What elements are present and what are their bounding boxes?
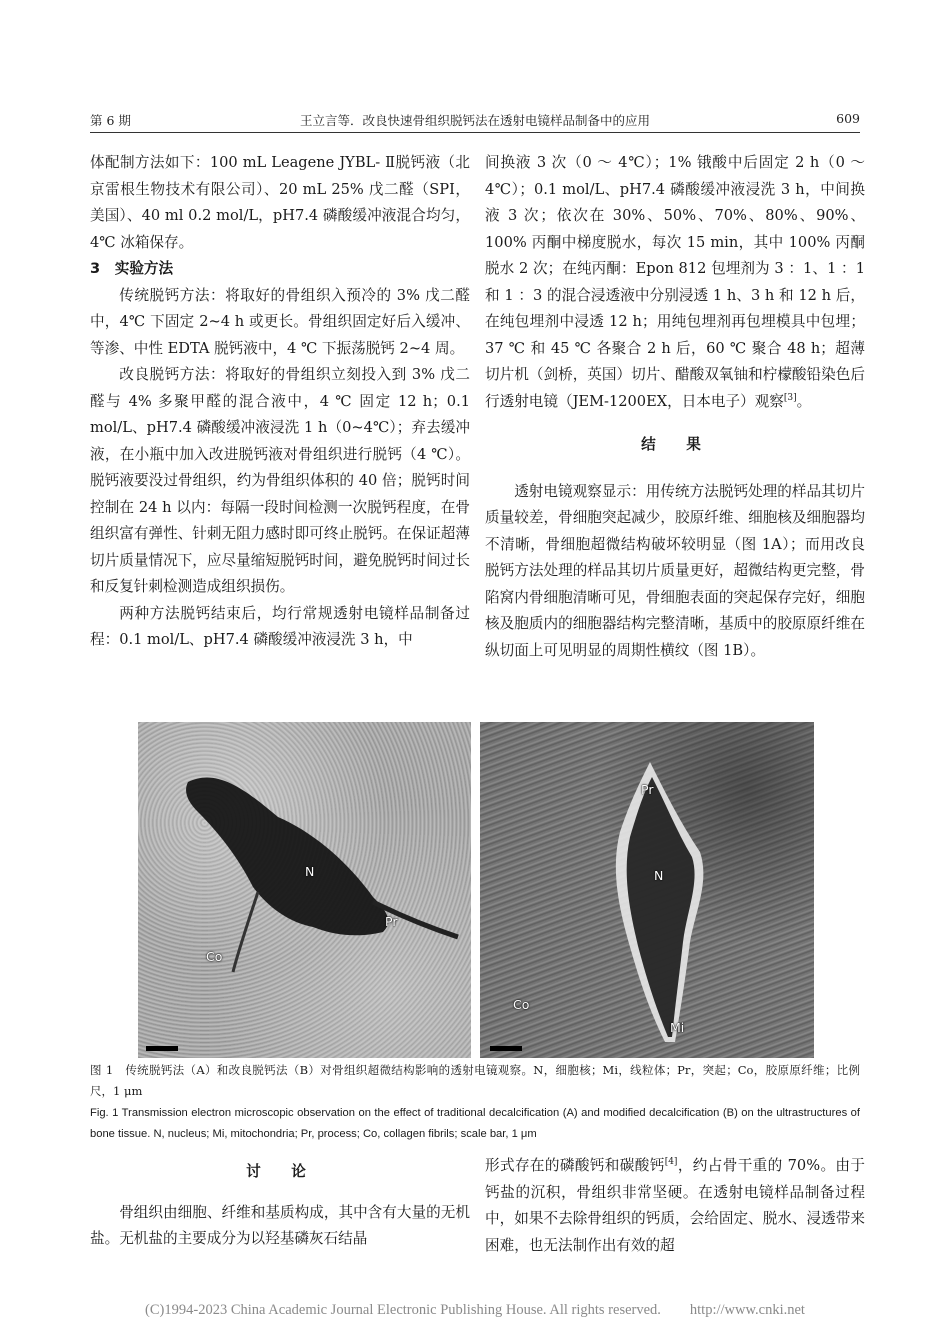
panel-a-label-nucleus: N [305,864,315,879]
figure-panel-b [480,722,814,1058]
copyright-footer: (C)1994-2023 China Academic Journal Electronic Publishing House. All rights reserved. http://www.cnki.net [145,1302,805,1318]
panel-a-micrograph [138,722,471,1058]
reference-4: [4] [664,1157,678,1168]
sample-prep-cont-end: 。 [796,392,812,410]
panel-b-label-mitochondria: Mi [670,1020,685,1035]
panel-a-scale-bar [146,1046,178,1051]
panel-a-label-collagen: Co [206,949,223,964]
discussion-left-column [90,1153,470,1253]
paragraph-discussion-1: 骨组织由细胞、纤维和基质构成，其中含有大量的无机盐。无机盐的主要成分为以羟基磷灰石结晶 [90,1203,470,1247]
results-heading: 结 果 [641,436,709,453]
discussion-right-column [485,1153,865,1259]
paragraph-traditional-method [90,283,470,363]
paragraph-modified-method [90,362,470,601]
sample-prep-cont-text: 间换液 3 次（0 ～ 4℃）；1% 锇酸中后固定 2 h（0 ～ 4℃）；0.1 mol/L、pH7.4 磷酸缓冲液浸洗 3 h，中间换液 3 次；依次在 30%、50%、70%、80%、90%、100% 丙酮中梯度脱水，每次 15 min，其中 100% 丙酮脱水 2 次；在纯丙酮：Epon 812 包埋剂为 3 ：1、1 ：1 和 1 ：3 的混合浸透液中分别浸透 1 h、3 h 和 12 h 后，在纯包埋剂中浸透 12 h；用纯包埋剂再包埋模具中包埋；37 ℃ 和 45 ℃ 各聚合 2 h 后，60 ℃ 聚合 48 h；超薄切片机（剑桥，英国）切片、醋酸双氧铀和柠檬酸铅染色后行透射电镜（JEM-1200EX，日本电子）观察 [485,154,865,410]
paragraph-sample-prep: 两种方法脱钙结束后，均行常规透射电镜样品制备过程：0.1 mol/L、pH7.4 磷酸缓冲液浸洗 3 h，中 [90,604,470,648]
figure-caption-chinese: 图 1 传统脱钙法（A）和改良脱钙法（B）对骨组织超微结构影响的透射电镜观察。N，细胞核；Mi，线粒体；Pr，突起；Co，胶原原纤维；比例尺，1 μm [90,1063,860,1098]
header-rule [90,132,860,133]
right-column [485,150,865,664]
figure-panel-a [138,722,471,1058]
issue-number: 第 6 期 [90,113,131,128]
panel-b-micrograph [480,722,814,1058]
discussion-2-text: ，约占骨干重的 70%。由于钙盐的沉积，骨组织非常坚硬。在透射电镜样品制备过程中，如果不去除骨组织的钙质，会给固定、脱水、浸透带来困难，也无法制作出有效的超 [485,1157,865,1254]
paragraph-discussion-2 [485,1153,865,1259]
traditional-method-text: ：将取好的骨组织入预冷的 3% 戊二醛中，4℃ 下固定 2~4 h 或更长。骨组织固定好后入缓冲、等渗、中性 EDTA 脱钙液中，4 ℃ 下振荡脱钙 2~4 周。 [90,286,470,357]
modified-method-label: 改良脱钙方法 [119,366,210,383]
discussion-heading: 讨 论 [246,1163,314,1180]
panel-b-scale-bar [490,1046,522,1051]
section-heading-methods: 3 实验方法 [90,260,174,277]
running-title: 王立言等．改良快速骨组织脱钙法在透射电镜样品制备中的应用 [299,113,650,128]
panel-a-label-process: Pr [385,914,398,929]
page-number: 609 [836,111,860,126]
traditional-method-label: 传统脱钙方法 [119,286,210,304]
panel-b-osteocyte-shape [627,777,695,1037]
paragraph-results: 透射电镜观察显示：用传统方法脱钙处理的样品其切片质量较差，骨细胞突起减少，胶原纤维、细胞核及细胞器均不清晰，骨细胞超微结构破坏较明显（图 1A）；而用改良脱钙方法处理的样品其切片质量更好，超微结构更完整，骨陷窝内骨细胞清晰可见，骨细胞表面的突起保存完好，细胞核及胞质内的细胞器结构完整清晰，基质中的胶原原纤维在纵切面上可见明显的周期性横纹（图 1B）。 [485,482,865,659]
discussion-2-start: 形式存在的磷酸钙和碳酸钙 [485,1157,665,1174]
left-column [90,150,470,654]
panel-b-label-collagen: Co [513,997,530,1012]
paragraph-reagent: 体配制方法如下：100 mL Leagene JYBL- Ⅱ脱钙液（北京雷根生物技术有限公司）、20 mL 25% 戊二醛（SPI，美国）、40 ml 0.2 mol/L，pH7.4 磷酸缓冲液混合均匀，4℃ 冰箱保存。 [90,154,470,251]
panel-b-label-process: Pr [641,782,654,797]
running-header [90,111,860,129]
reference-3: [3] [783,392,797,403]
figure-caption-english: Fig. 1 Transmission electron microscopic observation on the effect of traditional decalcification (A) and modified decalcification (B) on the ultrastructures of bone tissue. N, nucleus; Mi, mitochondria; Pr, process; Co, collagen fibrils; scale bar, 1 μm [90,1107,860,1140]
panel-b-label-nucleus: N [654,868,664,883]
paragraph-sample-prep-cont [485,150,865,415]
modified-method-text: ：将取好的骨组织立刻投入到 3% 戊二醛与 4% 多聚甲醛的混合液中，4 ℃ 固定 12 h；0.1 mol/L、pH7.4 磷酸缓冲液浸洗 1 h（0~4℃）；弃去缓冲液，在小瓶中加入改进脱钙液对骨组织进行脱钙（4 ℃）。脱钙液要没过骨组织，约为骨组织体积的 40 倍；脱钙时间控制在 24 h 以内：每隔一段时间检测一次脱钙程度，在骨组织富有弹性、针刺无阻力感时即可终止脱钙。在保证超薄切片质量情况下，应尽量缩短脱钙时间，避免脱钙时间过长和反复针刺检测造成组织损伤。 [90,366,470,595]
panel-a-process-shape-2 [233,892,258,972]
panel-a-osteocyte-shape [186,777,388,935]
